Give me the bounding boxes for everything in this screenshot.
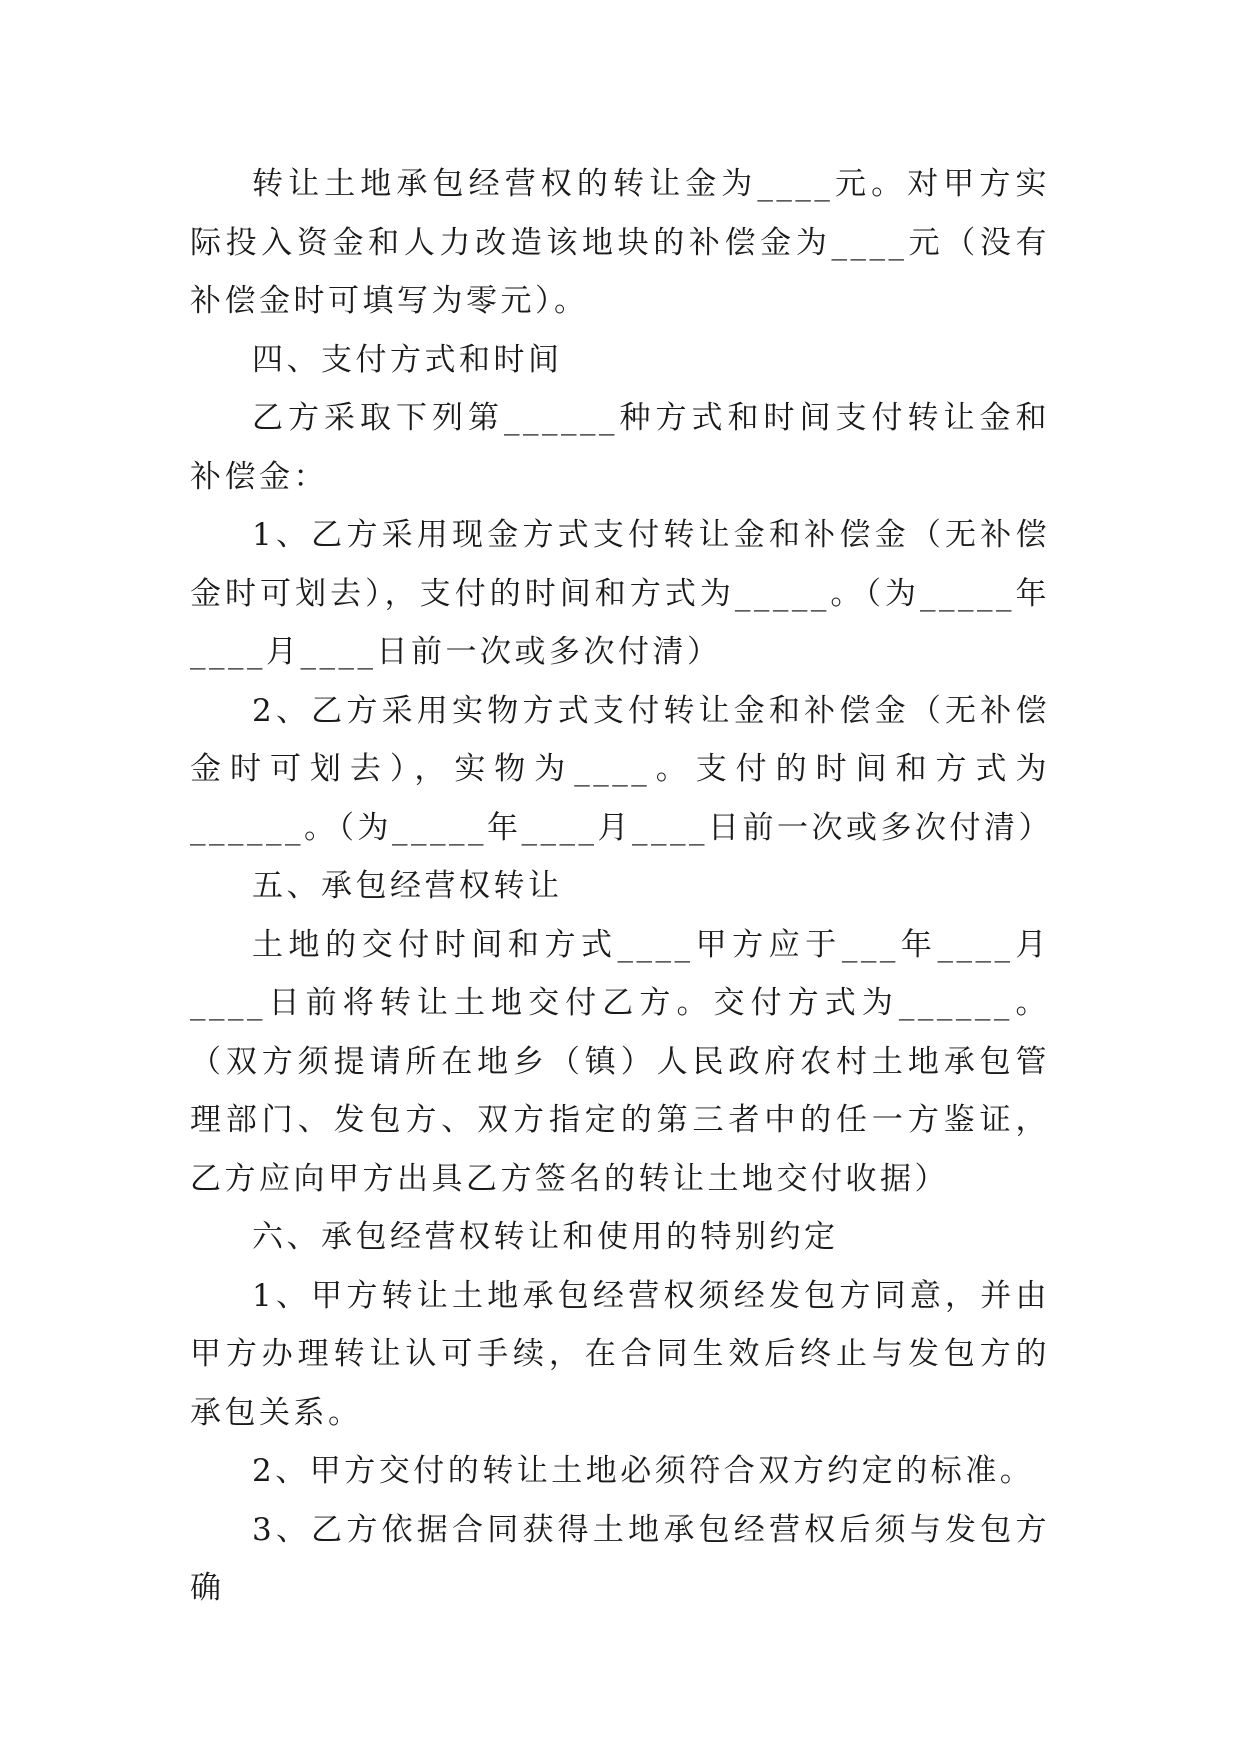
paragraph-land-delivery: 土地的交付时间和方式____甲方应于___年____月____日前将转让土地交付乙方。交付方式为______。（双方须提请所在地乡（镇）人民政府农村土地承包管理部门、发包方、双方指定的第三者中的任一方鉴证，乙方应向甲方出具乙方签名的转让土地交付收据） — [190, 926, 1050, 1197]
paragraph-cash-payment: 1、乙方采用现金方式支付转让金和补偿金（无补偿金时可划去），支付的时间和方式为_____。（为_____年____月____日前一次或多次付清） — [190, 517, 1050, 670]
document-page — [190, 155, 1053, 1618]
section-heading-special-terms: 六、承包经营权转让和使用的特别约定 — [252, 1219, 839, 1255]
paragraph-in-kind-payment: 2、乙方采用实物方式支付转让金和补偿金（无补偿金时可划去），实物为____。支付的时间和方式为______。（为_____年____月____日前一次或多次付清） — [190, 692, 1053, 846]
paragraph-term-2: 2、甲方交付的转让土地必须符合双方约定的标准。 — [252, 1453, 1035, 1489]
section-heading-payment: 四、支付方式和时间 — [252, 341, 563, 378]
paragraph-transfer-fee: 转让土地承包经营权的转让金为____元。对甲方实际投入资金和人力改造该地块的补偿金为____元（没有补偿金时可填写为零元）。 — [190, 166, 1050, 319]
paragraph-term-3: 3、乙方依据合同获得土地承包经营权后须与发包方确 — [190, 1511, 1050, 1606]
section-heading-transfer: 五、承包经营权转让 — [252, 868, 563, 904]
paragraph-payment-choice: 乙方采取下列第______种方式和时间支付转让金和补偿金： — [190, 400, 1050, 495]
paragraph-term-1: 1、甲方转让土地承包经营权须经发包方同意，并由甲方办理转让认可手续，在合同生效后终止与发包方的承包关系。 — [190, 1277, 1050, 1431]
